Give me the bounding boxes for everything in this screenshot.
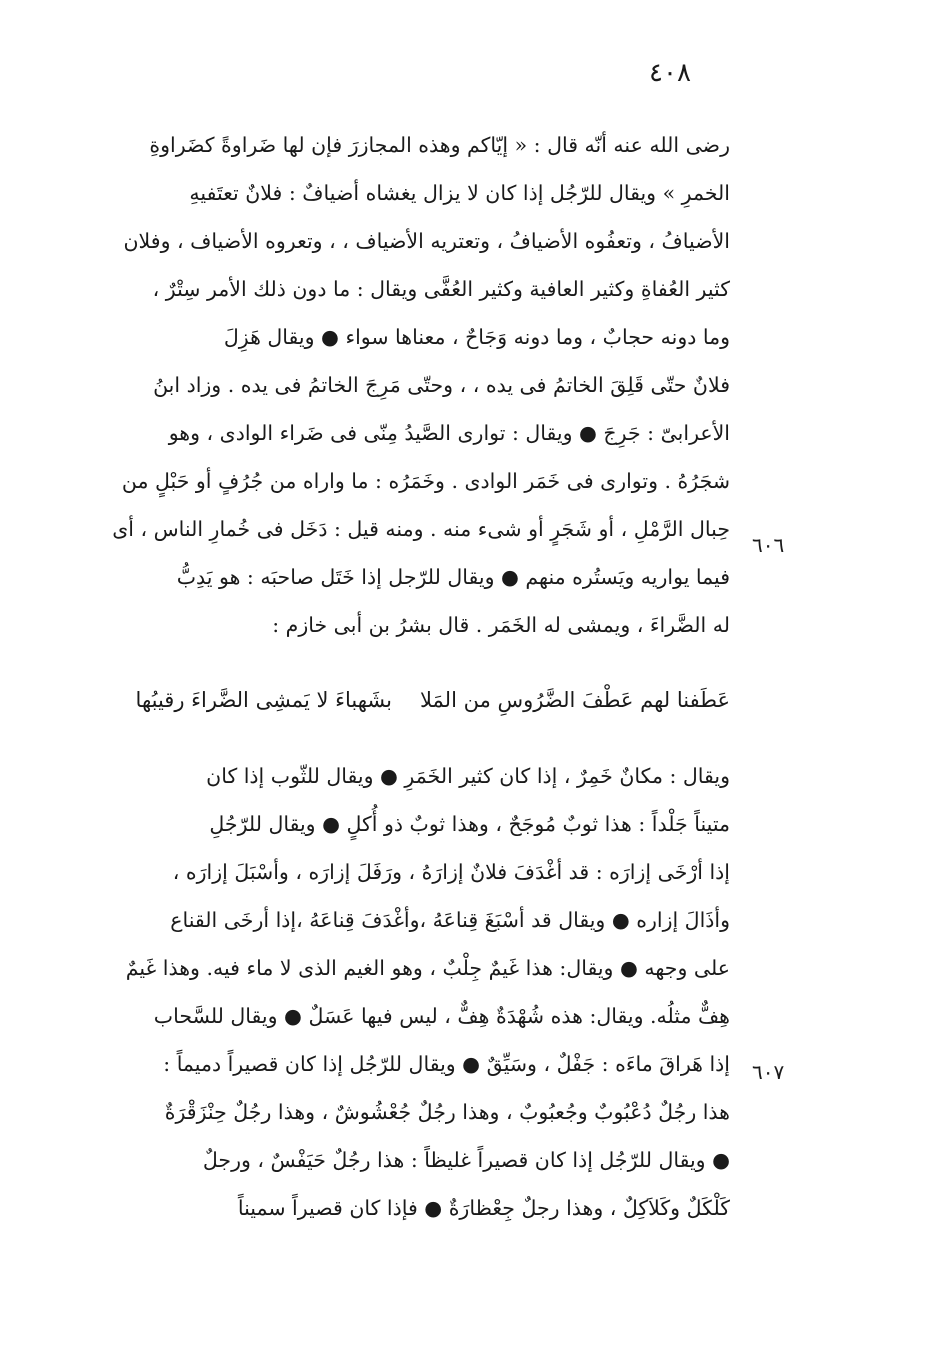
paragraph-2 <box>78 752 730 1232</box>
text-line: ويقال : مكانٌ خَمِرٌ ، إذا كان كثير الخَمَرِ ● ويقال للثّوب إذا كان <box>206 764 730 788</box>
verse-hemistich-second: بشَهباءَ لا يَمشِى الضَّراءَ رقيبُها <box>135 688 392 712</box>
text-line: إذا أرْخَى إزارَه : قد أغْدَفَ فلانٌ إزارَهُ ، ورَفَلَ إزارَه ، وأسْبَلَ إزارَه ، <box>172 860 730 884</box>
text-line: له الضَّراءَ ، ويمشى له الخَمَر . قال بشرُ بن أبى خازم : <box>272 613 730 637</box>
verse-hemistich-first: عَطَفنا لهم عَطْفَ الضَّرُوسِ من المَلا <box>420 688 730 712</box>
poetry-verse <box>78 676 730 724</box>
text-line: متيناً جَلْداً : هذا ثوبٌ مُوجَحٌ ، وهذا ثوبٌ ذو أُكلٍ ● ويقال للرّجُلِ <box>209 812 730 836</box>
text-line: الأضيافُ ، وتعفُوه الأضيافُ ، وتعتريه الأضياف ، ، وتعروه الأضياف ، وفلان <box>123 229 730 253</box>
text-line: الخمرِ » ويقال للرّجُل إذا كان لا يزال يغشاه أضيافٌ : فلانٌ تعتَفيهِ <box>189 181 730 205</box>
text-line: إذا هَراقَ ماءَه : جَفْلٌ ، وسَيِّقٌ ● ويقال للرّجُل إذا كان قصيراً دميماً : <box>163 1052 730 1076</box>
margin-line-number: ٦٠٦ <box>752 533 785 557</box>
text-line: على وجهه ● ويقال: هذا غَيمٌ جِلْبٌ ، وهو الغيم الذى لا ماء فيه. وهذا غَيمٌ <box>125 956 730 980</box>
text-line: هذا رجُلٌ دُعْبُوبٌ وجُعبُوبٌ ، وهذا رجُلٌ جُعْشُوشٌ ، وهذا رجُلٌ حِنْزَقْرَةٌ <box>164 1100 730 1124</box>
text-line: كَلْكَلٌ وكَلاَكِلٌ ، وهذا رجلٌ جِعْظارَةٌ ● فإذا كان قصيراً سميناً <box>237 1196 730 1220</box>
text-line: شجَرُهُ . وتوارى فى خَمَر الوادى . وخَمَرُه : ما واراه من جُرُفٍ أو حَبْلٍ من <box>121 469 730 493</box>
paragraph-1 <box>78 121 730 649</box>
text-line: كثير العُفاةِ وكثير العافية وكثير العُفَّى ويقال : ما دون ذلك الأمر سِتْرٌ ، <box>152 277 730 301</box>
margin-line-number: ٦٠٧ <box>752 1060 785 1084</box>
text-line: هِفٌّ مثلُه. ويقال: هذه شُهْدَةٌ هِفٌّ ، ليس فيها عَسَلٌ ● ويقال للسَّحاب <box>153 1004 730 1028</box>
text-line: وما دونه حجابٌ ، وما دونه وَجَاحٌ ، معناها سواء ● ويقال هَزِلَ <box>223 325 730 349</box>
text-line: وأذَالَ إزاره ● ويقال قد أسْبَغَ قِناعَهُ ،وأغْدَفَ قِناعَهُ ،إذا أرخَى القناع <box>170 908 730 932</box>
text-line: رضى الله عنه أنّه قال : « إيّاكم وهذه المجازرَ فإن لها ضَراوةً كضَراوةِ <box>149 133 730 157</box>
text-line: حِبال الرَّمْلِ ، أو شَجَرٍ أو شىء منه . ومنه قيل : دَخَل فى خُمارِ الناس ، أى <box>112 517 730 541</box>
text-line: فيما يواريه ويَستُره منهم ● ويقال للرّجل إذا خَتَل صاحبَه : هو يَدِبُّ <box>176 565 730 589</box>
text-line: الأعرابىّ : جَرِجَ ● ويقال : توارى الصَّيدُ مِنّى فى ضَراء الوادى ، وهو <box>168 421 730 445</box>
page-number: ٤٠٨ <box>649 58 691 88</box>
text-line: فلانٌ حتّى قَلِقَ الخاتمُ فى يده ، ، وحتّى مَرِجَ الخاتمُ فى يده . وزاد ابنُ <box>153 373 730 397</box>
text-line: ● ويقال للرّجُل إذا كان قصيراً غليظاً : هذا رجُلٌ حَيَفْسٌ ، ورجلٌ <box>202 1148 730 1172</box>
